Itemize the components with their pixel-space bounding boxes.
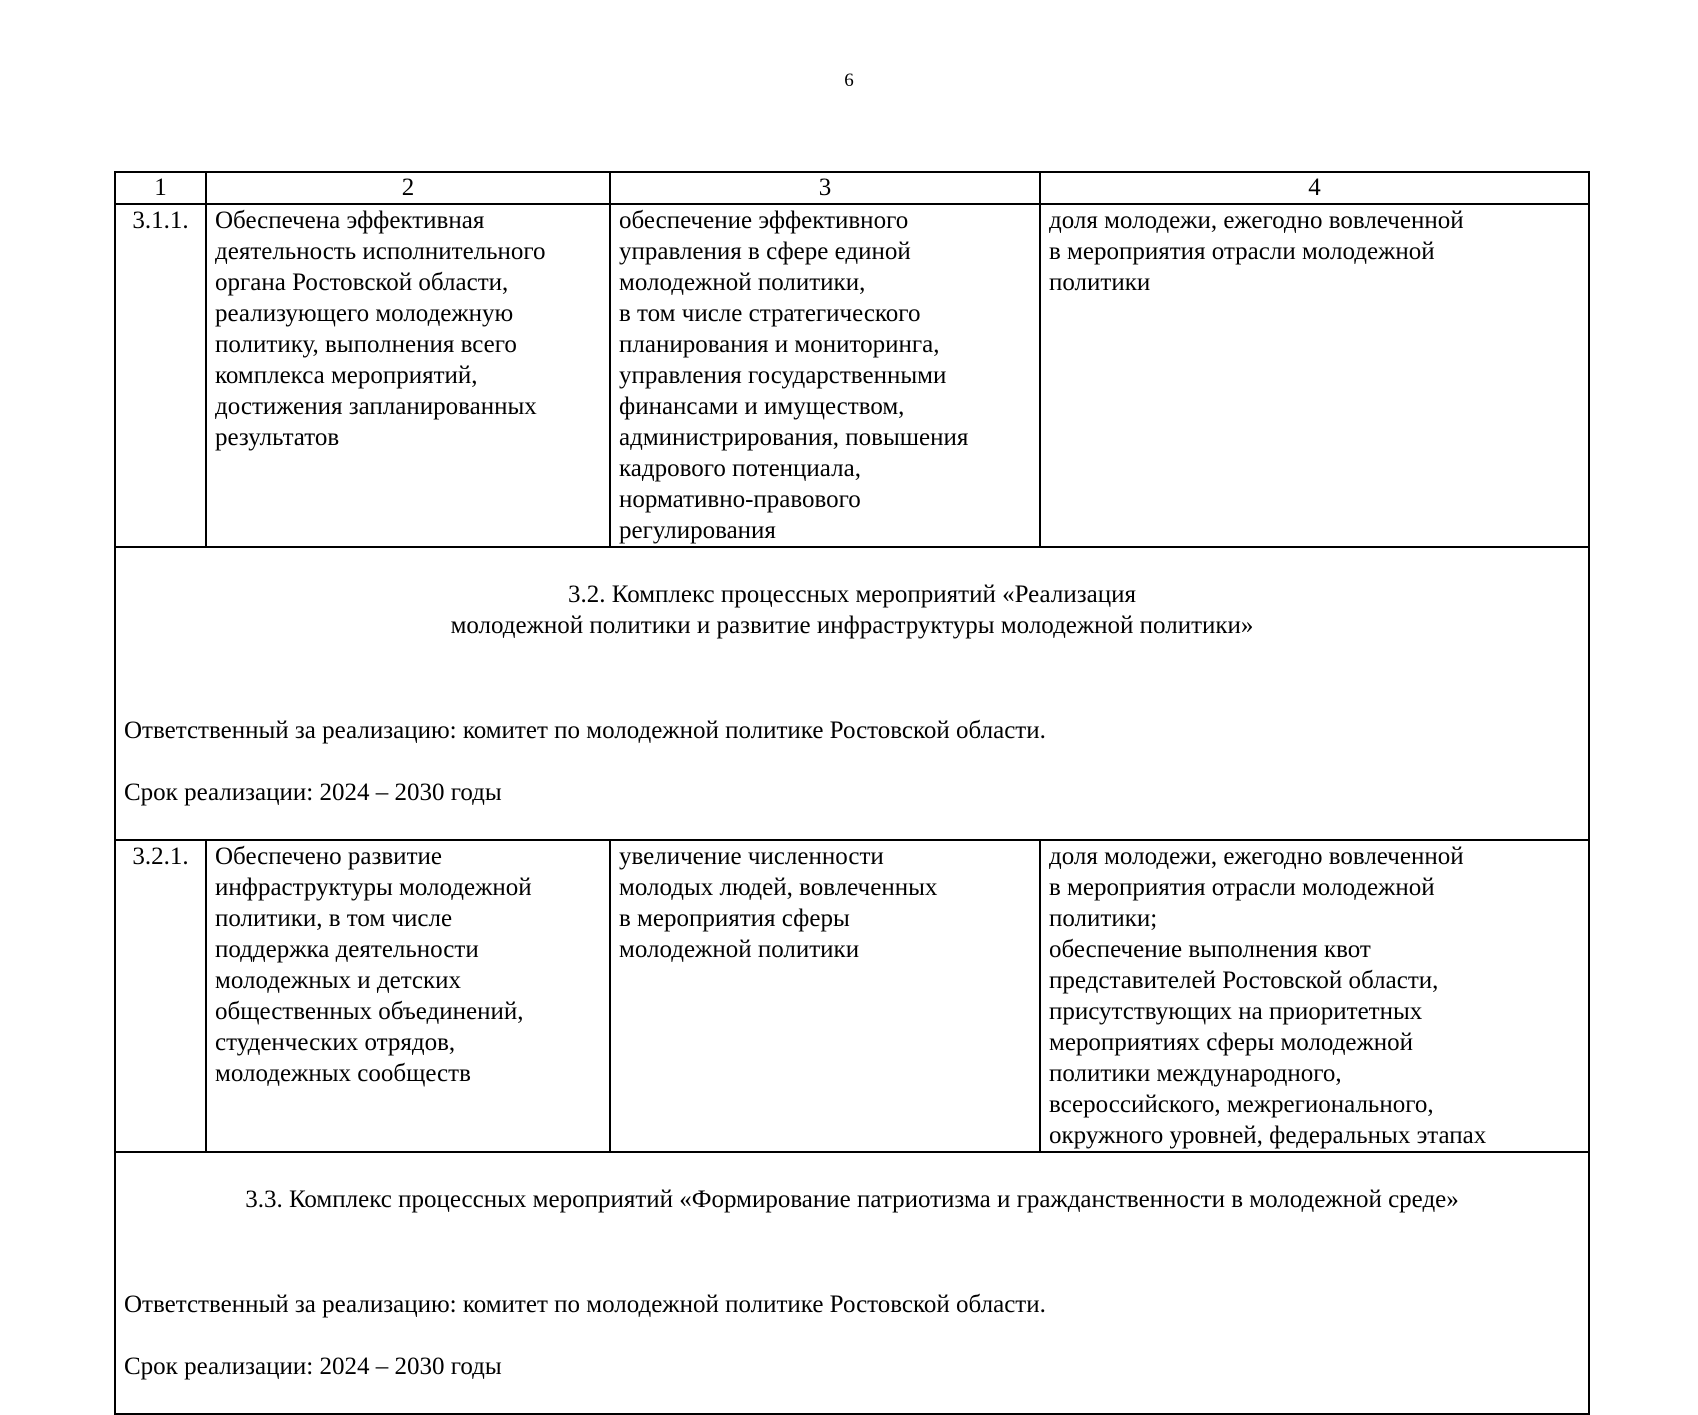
column-header-2: 2	[206, 172, 610, 204]
section-row	[115, 547, 1589, 840]
table-header-row	[115, 172, 1589, 204]
table-row	[115, 840, 1589, 1152]
task-cell: Обеспечена эффективная деятельность исполнительного органа Ростовской области, реализующего молодежную политику, выполнения всего комплекса мероприятий, достижения запланированных результатов	[206, 204, 610, 547]
section-term: Срок реализации: 2024 – 2030 годы	[124, 1353, 502, 1380]
task-cell: Обеспечено развитие инфраструктуры молодежной политики, в том числе поддержка деятельности молодежных и детских общественных объединений, студенческих отрядов, молодежных сообществ	[206, 840, 610, 1152]
section-cell	[115, 1152, 1589, 1414]
section-term: Срок реализации: 2024 – 2030 годы	[124, 779, 502, 806]
row-number: 3.1.1.	[115, 204, 206, 547]
measures-table	[114, 171, 1590, 1415]
column-header-1: 1	[115, 172, 206, 204]
section-responsible: Ответственный за реализацию: комитет по молодежной политике Ростовской области.	[124, 1291, 1046, 1318]
section-responsible: Ответственный за реализацию: комитет по молодежной политике Ростовской области.	[124, 717, 1046, 744]
section-cell	[115, 547, 1589, 840]
section-title: 3.3. Комплекс процессных мероприятий «Формирование патриотизма и гражданственности в молодежной среде»	[245, 1186, 1459, 1213]
column-header-4: 4	[1040, 172, 1589, 204]
description-cell: обеспечение эффективного управления в сфере единой молодежной политики, в том числе стратегического планирования и мониторинга, управления государственными финансами и имуществом, администрирования, повышения кадрового потенциала, нормативно-правового регулирования	[610, 204, 1040, 547]
column-header-3: 3	[610, 172, 1040, 204]
page-number: 6	[844, 70, 854, 91]
indicator-cell: доля молодежи, ежегодно вовлеченной в мероприятия отрасли молодежной политики	[1040, 204, 1589, 547]
section-row	[115, 1152, 1589, 1414]
section-title: 3.2. Комплекс процессных мероприятий «Реализация молодежной политики и развитие инфраструктуры молодежной политики»	[450, 581, 1254, 639]
table-row	[115, 204, 1589, 547]
row-number: 3.2.1.	[115, 840, 206, 1152]
description-cell: увеличение численности молодых людей, вовлеченных в мероприятия сферы молодежной политики	[610, 840, 1040, 1152]
indicator-cell: доля молодежи, ежегодно вовлеченной в мероприятия отрасли молодежной политики; обеспечение выполнения квот представителей Ростовской области, присутствующих на приоритетных мероприятиях сферы молодежной политики международного, всероссийского, межрегионального, окружного уровней, федеральных этапах	[1040, 840, 1589, 1152]
